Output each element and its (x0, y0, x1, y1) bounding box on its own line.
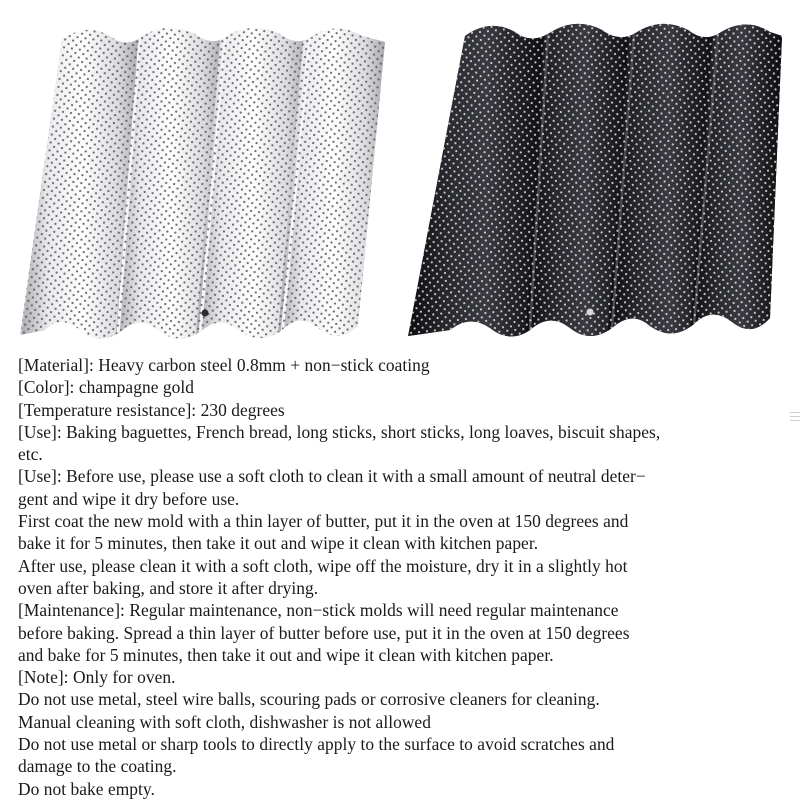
maintenance-line-end: and bake for 5 minutes, then take it out and wipe it clean with kitchen paper. (18, 644, 554, 665)
sharp-tools-line: Do not use metal or sharp tools to directly apply to the surface to avoid scratches and (18, 734, 615, 755)
sharp-tools-line-continued: damage to the coating. (18, 756, 177, 777)
maintenance-line: [Maintenance]: Regular maintenance, non−stick molds will need regular maintenance (18, 600, 619, 621)
after-use-line-continued: oven after baking, and store it after drying. (18, 577, 319, 598)
edge-mark (790, 420, 800, 421)
no-empty-bake-line: Do not bake empty. (18, 778, 155, 799)
first-coat-line-continued: bake it for 5 minutes, then take it out and wipe it clean with kitchen paper. (18, 533, 539, 554)
use-line-continued: etc. (18, 444, 43, 465)
first-coat-line: First coat the new mold with a thin layer of butter, put it in the oven at 150 degrees and (18, 511, 629, 532)
silver-baguette-tray-icon (0, 0, 400, 345)
black-baguette-tray-icon (400, 0, 800, 345)
temperature-line: [Temperature resistance]: 230 degrees (18, 399, 285, 420)
note-line: [Note]: Only for oven. (18, 667, 176, 688)
after-use-line: After use, please clean it with a soft cloth, wipe off the moisture, dry it in a slightly hot (18, 555, 628, 576)
product-photo (0, 0, 800, 345)
edge-mark (790, 416, 800, 417)
before-use-line-continued: gent and wipe it dry before use. (18, 488, 240, 509)
before-use-line: [Use]: Before use, please use a soft cloth to clean it with a small amount of neutral deter− (18, 466, 646, 487)
manual-cleaning-line: Manual cleaning with soft cloth, dishwasher is not allowed (18, 711, 431, 732)
cleaning-warning-line: Do not use metal, steel wire balls, scouring pads or corrosive cleaners for cleaning. (18, 689, 600, 710)
material-line: [Material]: Heavy carbon steel 0.8mm + non−stick coating (18, 355, 430, 375)
maintenance-line-continued: before baking. Spread a thin layer of butter before use, put it in the oven at 150 degrees (18, 622, 630, 643)
color-line: [Color]: champagne gold (18, 377, 194, 398)
use-line: [Use]: Baking baguettes, French bread, long sticks, short sticks, long loaves, biscuit shapes, (18, 421, 661, 442)
edge-mark (790, 412, 800, 413)
product-description (18, 354, 788, 800)
